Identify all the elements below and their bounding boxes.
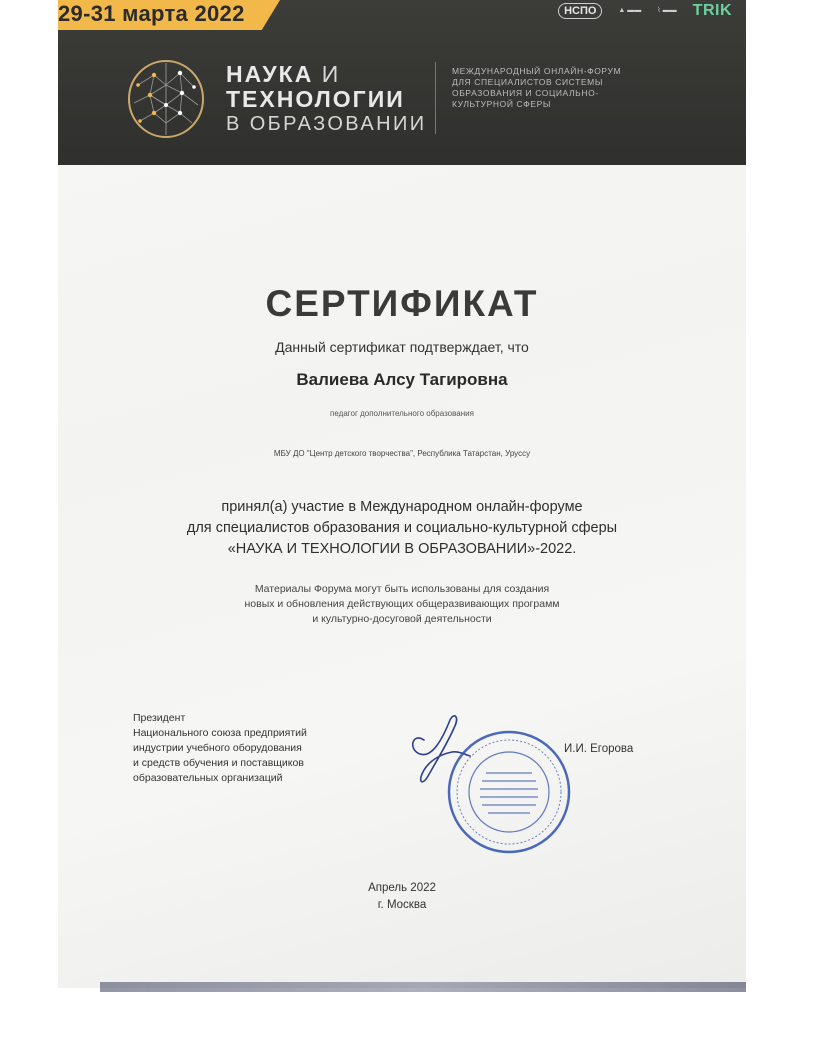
partner-logo-trik: TRIK [692,2,732,19]
header-banner [58,0,746,165]
forum-description-line: ОБРАЗОВАНИЯ И СОЦИАЛЬНО- [452,88,599,98]
issue-place: г. Москва [377,899,427,911]
brand-line-1-accent: И [321,61,341,87]
participation-line: принял(а) участие в Международном онлайн-форуме [221,499,583,515]
partner-logo-nspo: НСПО [558,3,602,19]
materials-line: Материалы Форума могут быть использованы для создания [254,583,550,595]
confirm-text: Данный сертификат подтверждает, что [275,339,529,355]
president-line: Президент [133,712,186,724]
official-stamp-icon [444,727,574,857]
signer-name: И.И. Егорова [564,743,634,755]
forum-description-line: КУЛЬТУРНОЙ СФЕРЫ [452,99,552,109]
forum-description [452,66,672,110]
president-line: индустрии учебного оборудования [133,742,302,754]
recipient-organization: МБУ ДО "Центр детского творчества", Республика Татарстан, Уруссу [273,449,531,458]
brand-line-3: В ОБРАЗОВАНИИ [226,113,427,135]
brand-line-1: НАУКА [226,61,314,87]
forum-description-line: МЕЖДУНАРОДНЫЙ ОНЛАЙН-ФОРУМ [452,66,622,76]
background-edge [100,982,746,992]
certificate-title: СЕРТИФИКАТ [265,283,539,324]
materials-note [58,582,746,627]
event-dates: 29-31 марта 2022 [58,1,245,26]
partner-logos [558,2,732,20]
forum-description-line: ДЛЯ СПЕЦИАЛИСТОВ СИСТЕМЫ [452,77,603,87]
issue-date: Апрель 2022 [368,882,436,894]
brand-divider [435,62,436,134]
certificate-sheet [58,0,746,988]
forum-brand-name [226,62,427,137]
recipient-position: педагог дополнительного образования [330,409,474,418]
president-line: и средств обучения и поставщиков [133,757,304,769]
issue-date-place [58,880,746,914]
president-title [133,711,393,786]
materials-line: новых и обновления действующих общеразвивающих программ [244,598,560,610]
brand-line-2: ТЕХНОЛОГИИ [226,86,405,112]
president-line: Национального союза предприятий [133,727,307,739]
brain-network-logo-icon [124,55,208,143]
participation-line: для специалистов образования и социально-культурной сферы [186,520,618,536]
partner-logo-bird-icon: ⌇ ▬▬ [657,7,677,14]
recipient-name: Валиева Алсу Тагировна [296,370,508,389]
president-line: образовательных организаций [133,772,283,784]
participation-line: «НАУКА И ТЕХНОЛОГИИ В ОБРАЗОВАНИИ»-2022. [227,541,577,557]
materials-line: и культурно-досуговой деятельности [312,613,492,625]
participation-text [58,497,746,560]
partner-logo-triangle-icon: ▲ ▬▬ [618,7,642,14]
